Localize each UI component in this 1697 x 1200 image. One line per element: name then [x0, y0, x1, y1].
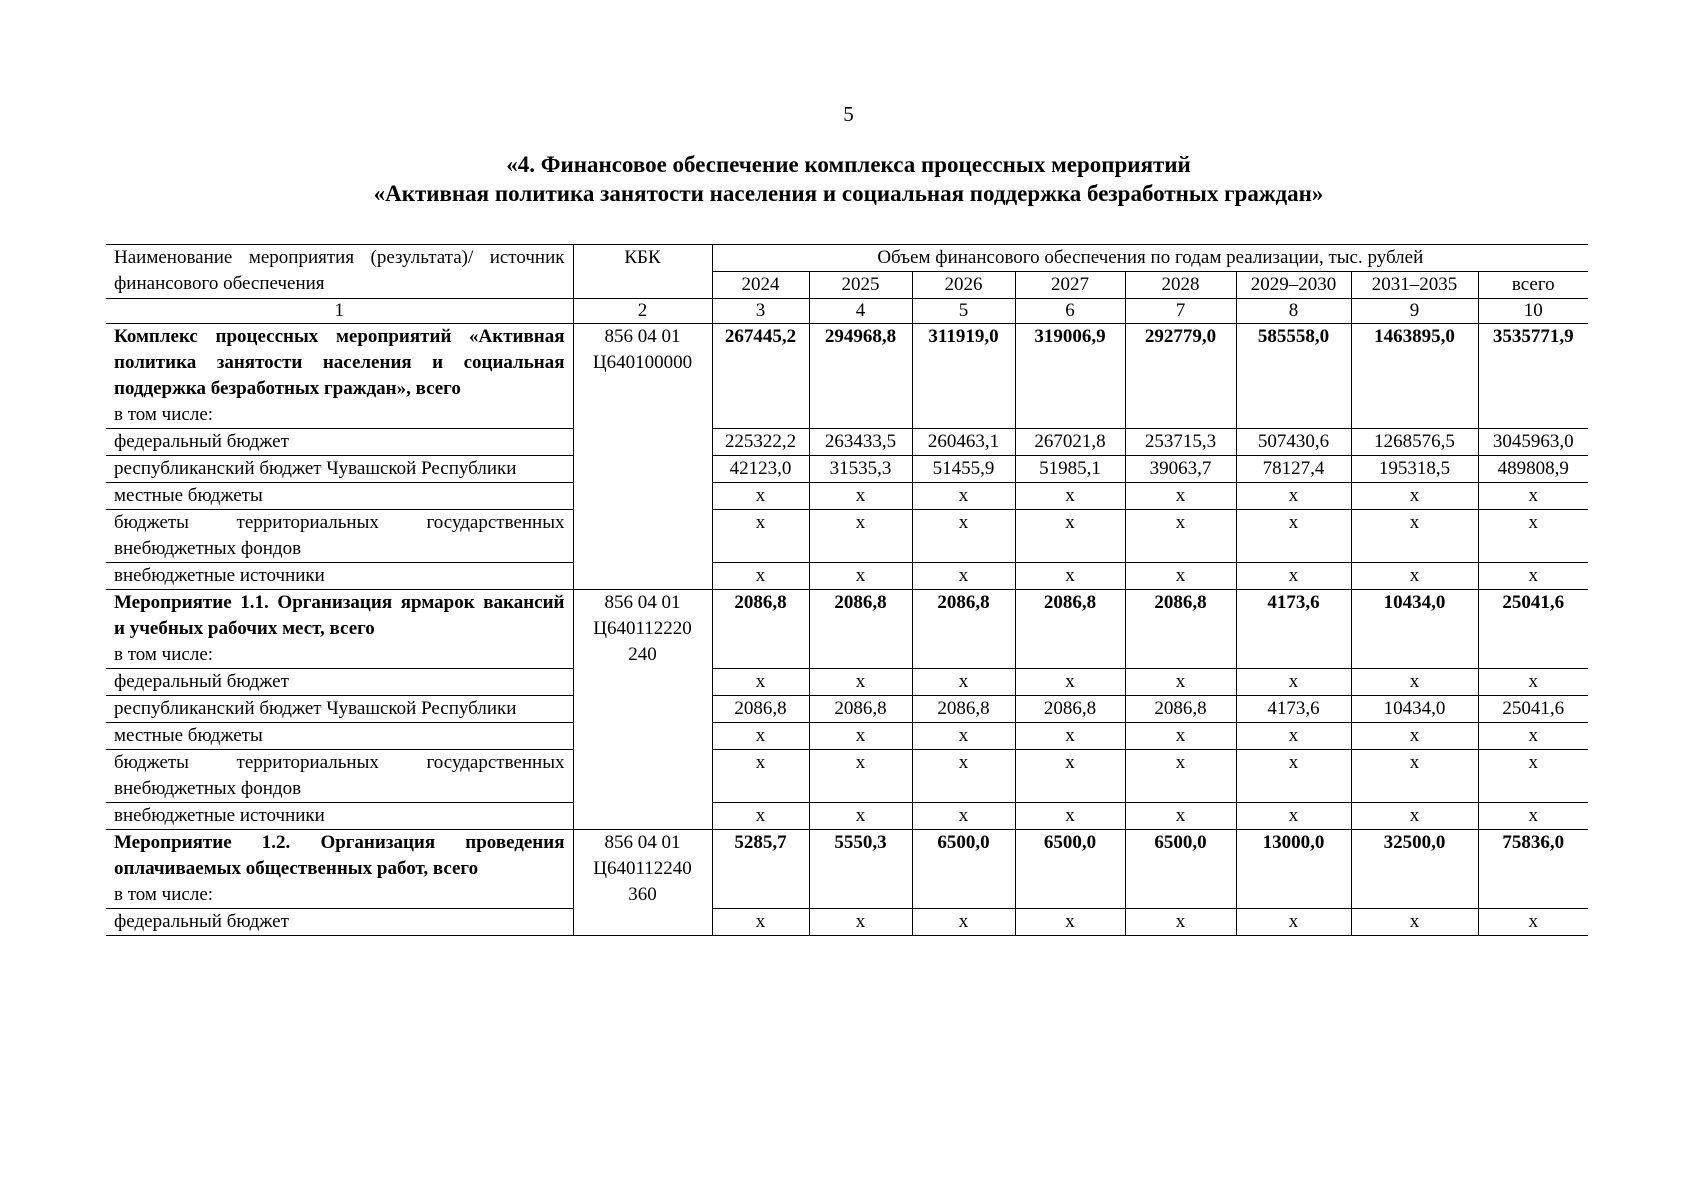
value-cell: x	[1015, 723, 1125, 750]
column-index: 9	[1351, 299, 1478, 324]
value-cell: 260463,1	[912, 429, 1015, 456]
value-cell: x	[809, 563, 912, 590]
value-cell: x	[1236, 723, 1351, 750]
value-cell: x	[1478, 483, 1588, 510]
table-row-group-total	[106, 590, 1588, 669]
table-row	[106, 456, 1588, 483]
total-value-cell: 75836,0	[1478, 830, 1588, 909]
value-cell: x	[1015, 909, 1125, 936]
value-cell: 78127,4	[1236, 456, 1351, 483]
value-cell: x	[1478, 803, 1588, 830]
value-cell: 263433,5	[809, 429, 912, 456]
value-cell: x	[1015, 510, 1125, 563]
kbk-cell: 856 04 01 Ц640112240 360	[573, 830, 712, 936]
total-value-cell: 267445,2	[712, 324, 809, 429]
funding-source-cell: местные бюджеты	[106, 483, 573, 510]
total-value-cell: 6500,0	[1015, 830, 1125, 909]
value-cell: x	[1236, 803, 1351, 830]
total-value-cell: 2086,8	[809, 590, 912, 669]
value-cell: 25041,6	[1478, 696, 1588, 723]
column-index: 7	[1125, 299, 1236, 324]
value-cell: x	[912, 723, 1015, 750]
total-value-cell: 4173,6	[1236, 590, 1351, 669]
table-row	[106, 483, 1588, 510]
table-row	[106, 669, 1588, 696]
group-subtitle: в том числе:	[114, 884, 214, 905]
total-value-cell: 5285,7	[712, 830, 809, 909]
total-value-cell: 1463895,0	[1351, 324, 1478, 429]
table-row	[106, 563, 1588, 590]
value-cell: x	[712, 510, 809, 563]
value-cell: x	[912, 510, 1015, 563]
value-cell: 2086,8	[1015, 696, 1125, 723]
page-number: 5	[843, 102, 854, 126]
header-year: 2027	[1015, 272, 1125, 299]
total-value-cell: 319006,9	[1015, 324, 1125, 429]
column-index: 6	[1015, 299, 1125, 324]
value-cell: x	[809, 909, 912, 936]
value-cell: x	[809, 510, 912, 563]
value-cell: x	[1125, 483, 1236, 510]
value-cell: x	[1351, 750, 1478, 803]
table-header-row	[106, 245, 1588, 272]
value-cell: x	[912, 803, 1015, 830]
value-cell: x	[1351, 909, 1478, 936]
value-cell: 225322,2	[712, 429, 809, 456]
value-cell: x	[1125, 750, 1236, 803]
value-cell: 4173,6	[1236, 696, 1351, 723]
value-cell: x	[1351, 563, 1478, 590]
value-cell: 2086,8	[712, 696, 809, 723]
value-cell: 2086,8	[809, 696, 912, 723]
header-year: 2031–2035	[1351, 272, 1478, 299]
group-title: Комплекс процессных мероприятий «Активная политика занятости населения и социальная поддержка безработных граждан», всего	[114, 326, 565, 399]
column-index: 2	[573, 299, 712, 324]
value-cell: x	[809, 669, 912, 696]
table-row	[106, 750, 1588, 803]
value-cell: 39063,7	[1125, 456, 1236, 483]
header-year: 2028	[1125, 272, 1236, 299]
total-value-cell: 2086,8	[1125, 590, 1236, 669]
group-title-cell	[106, 590, 573, 669]
value-cell: x	[1478, 510, 1588, 563]
column-index: 5	[912, 299, 1015, 324]
value-cell: x	[912, 909, 1015, 936]
funding-source-cell: республиканский бюджет Чувашской Республики	[106, 456, 573, 483]
header-kbk: КБК	[573, 245, 712, 299]
value-cell: x	[1478, 909, 1588, 936]
value-cell: x	[1015, 803, 1125, 830]
value-cell: x	[1236, 750, 1351, 803]
value-cell: x	[1236, 909, 1351, 936]
value-cell: 507430,6	[1236, 429, 1351, 456]
total-value-cell: 311919,0	[912, 324, 1015, 429]
value-cell: x	[712, 909, 809, 936]
column-index: 3	[712, 299, 809, 324]
header-name-column: Наименование мероприятия (результата)/ источник финансового обеспечения	[106, 245, 573, 299]
value-cell: 31535,3	[809, 456, 912, 483]
funding-source-cell: местные бюджеты	[106, 723, 573, 750]
header-year: 2029–2030	[1236, 272, 1351, 299]
group-title: Мероприятие 1.1. Организация ярмарок вакансий и учебных рабочих мест, всего	[114, 592, 565, 639]
value-cell: x	[1125, 563, 1236, 590]
total-value-cell: 294968,8	[809, 324, 912, 429]
value-cell: x	[1478, 669, 1588, 696]
group-title: Мероприятие 1.2. Организация проведения оплачиваемых общественных работ, всего	[114, 832, 565, 879]
value-cell: x	[912, 483, 1015, 510]
table-row-group-total	[106, 830, 1588, 909]
total-value-cell: 32500,0	[1351, 830, 1478, 909]
section-title-line-1: «4. Финансовое обеспечение комплекса процессных мероприятий	[506, 152, 1191, 177]
value-cell: x	[1125, 510, 1236, 563]
value-cell: x	[1236, 669, 1351, 696]
value-cell: x	[712, 750, 809, 803]
header-year: 2024	[712, 272, 809, 299]
value-cell: x	[1015, 750, 1125, 803]
value-cell: 195318,5	[1351, 456, 1478, 483]
table-row	[106, 510, 1588, 563]
value-cell: x	[1125, 669, 1236, 696]
total-value-cell: 25041,6	[1478, 590, 1588, 669]
value-cell: 267021,8	[1015, 429, 1125, 456]
total-value-cell: 2086,8	[1015, 590, 1125, 669]
total-value-cell: 6500,0	[912, 830, 1015, 909]
value-cell: x	[1351, 483, 1478, 510]
value-cell: x	[1351, 723, 1478, 750]
funding-source-cell: федеральный бюджет	[106, 429, 573, 456]
column-index: 1	[106, 299, 573, 324]
total-value-cell: 292779,0	[1125, 324, 1236, 429]
value-cell: x	[1351, 510, 1478, 563]
column-index: 4	[809, 299, 912, 324]
header-year: всего	[1478, 272, 1588, 299]
column-index: 8	[1236, 299, 1351, 324]
total-value-cell: 3535771,9	[1478, 324, 1588, 429]
funding-source-cell: бюджеты территориальных государственных внебюджетных фондов	[106, 510, 573, 563]
value-cell: x	[1125, 803, 1236, 830]
funding-source-cell: федеральный бюджет	[106, 909, 573, 936]
value-cell: x	[712, 483, 809, 510]
value-cell: x	[809, 803, 912, 830]
funding-source-cell: внебюджетные источники	[106, 803, 573, 830]
kbk-cell: 856 04 01 Ц640100000	[573, 324, 712, 590]
total-value-cell: 13000,0	[1236, 830, 1351, 909]
section-title-line-2: «Активная политика занятости населения и социальная поддержка безработных граждан»	[373, 181, 1324, 206]
value-cell: x	[1351, 803, 1478, 830]
value-cell: 2086,8	[912, 696, 1015, 723]
value-cell: x	[1351, 669, 1478, 696]
value-cell: 489808,9	[1478, 456, 1588, 483]
funding-source-cell: федеральный бюджет	[106, 669, 573, 696]
value-cell: 51455,9	[912, 456, 1015, 483]
value-cell: x	[712, 803, 809, 830]
value-cell: x	[1478, 750, 1588, 803]
value-cell: x	[712, 669, 809, 696]
value-cell: x	[1125, 723, 1236, 750]
value-cell: x	[1236, 483, 1351, 510]
value-cell: x	[1015, 669, 1125, 696]
group-subtitle: в том числе:	[114, 404, 214, 425]
funding-source-cell: республиканский бюджет Чувашской Республики	[106, 696, 573, 723]
funding-source-cell: внебюджетные источники	[106, 563, 573, 590]
value-cell: 3045963,0	[1478, 429, 1588, 456]
table-row-group-total	[106, 324, 1588, 429]
value-cell: x	[912, 563, 1015, 590]
header-volume: Объем финансового обеспечения по годам реализации, тыс. рублей	[712, 245, 1588, 272]
table-row	[106, 723, 1588, 750]
table-row	[106, 429, 1588, 456]
column-index: 10	[1478, 299, 1588, 324]
value-cell: x	[1015, 563, 1125, 590]
value-cell: 2086,8	[1125, 696, 1236, 723]
value-cell: x	[912, 750, 1015, 803]
value-cell: x	[1015, 483, 1125, 510]
total-value-cell: 2086,8	[912, 590, 1015, 669]
value-cell: 51985,1	[1015, 456, 1125, 483]
value-cell: x	[1236, 563, 1351, 590]
value-cell: x	[1478, 563, 1588, 590]
value-cell: x	[712, 723, 809, 750]
value-cell: x	[712, 563, 809, 590]
value-cell: x	[1478, 723, 1588, 750]
value-cell: x	[1236, 510, 1351, 563]
total-value-cell: 585558,0	[1236, 324, 1351, 429]
value-cell: x	[1125, 909, 1236, 936]
total-value-cell: 6500,0	[1125, 830, 1236, 909]
total-value-cell: 10434,0	[1351, 590, 1478, 669]
section-title	[0, 150, 1697, 208]
table-row	[106, 696, 1588, 723]
kbk-cell: 856 04 01 Ц640112220 240	[573, 590, 712, 830]
group-subtitle: в том числе:	[114, 644, 214, 665]
value-cell: x	[809, 750, 912, 803]
header-year: 2026	[912, 272, 1015, 299]
total-value-cell: 5550,3	[809, 830, 912, 909]
value-cell: 1268576,5	[1351, 429, 1478, 456]
header-year: 2025	[809, 272, 912, 299]
group-title-cell	[106, 830, 573, 909]
total-value-cell: 2086,8	[712, 590, 809, 669]
table-row	[106, 803, 1588, 830]
group-title-cell	[106, 324, 573, 429]
funding-source-cell: бюджеты территориальных государственных внебюджетных фондов	[106, 750, 573, 803]
table-column-index-row	[106, 299, 1588, 324]
value-cell: x	[809, 723, 912, 750]
value-cell: x	[809, 483, 912, 510]
financing-table	[106, 244, 1588, 936]
value-cell: 10434,0	[1351, 696, 1478, 723]
value-cell: 42123,0	[712, 456, 809, 483]
table-row	[106, 909, 1588, 936]
value-cell: x	[912, 669, 1015, 696]
value-cell: 253715,3	[1125, 429, 1236, 456]
